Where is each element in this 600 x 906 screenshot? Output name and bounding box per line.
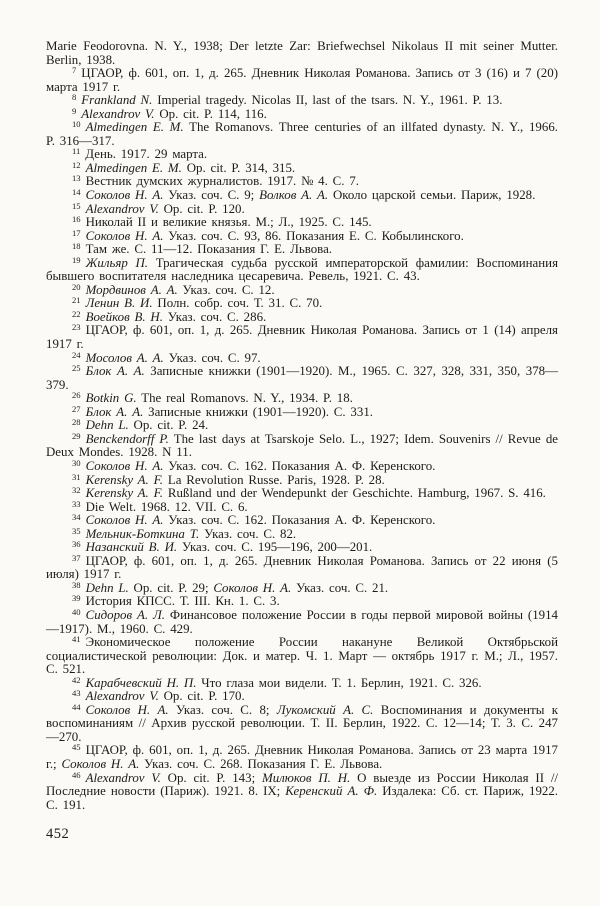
note-text-segment: Финансовое положение России в годы первой мировой войны (1914—1917). М., 1960. С. 429. (46, 607, 558, 636)
note-text-segment: Мордвинов А. А. (85, 282, 178, 297)
note-text-segment: История КПСС. Т. III. Кн. 1. С. 3. (85, 594, 280, 609)
note-46 (46, 769, 558, 813)
note-text-segment: Блок А. А. (85, 364, 145, 379)
note-25 (46, 365, 558, 392)
note-11 (46, 148, 558, 162)
note-42 (46, 674, 558, 691)
note-24 (46, 349, 558, 366)
note-number: 34 (72, 512, 81, 523)
note-41 (46, 636, 558, 677)
note-text-segment: Dehn L. (85, 418, 129, 433)
note-text-segment: Соколов Н. А. (85, 702, 169, 717)
note-number: 43 (72, 688, 81, 699)
note-text-segment: Botkin G. (85, 391, 137, 406)
note-16 (46, 216, 558, 230)
note-text-segment: Marie Feodorovna. N. Y., 1938; Der letzte Zar: Briefwechsel Nikolaus II mit seiner Mutter. Berlin, 1938. (46, 39, 558, 67)
note-text-segment: ЦГАОР, ф. 601, оп. 1, д. 265. Дневник Николая Романова. Запись от 22 июня (5 июля) 1917 г. (46, 553, 558, 582)
note-32 (46, 487, 558, 501)
note-text-segment: Назанский В. И. (85, 540, 178, 555)
note-35 (46, 525, 558, 542)
note-number: 38 (72, 579, 81, 590)
note-number: 20 (72, 281, 81, 292)
note-text-segment: Alexandrov V. (85, 689, 159, 704)
note-number: 39 (72, 593, 81, 604)
note-number: 11 (72, 146, 81, 157)
note-19 (46, 254, 558, 284)
note-text-segment: Op. cit. P. 29; (128, 580, 214, 595)
note-44 (46, 701, 558, 745)
note-text-segment: Указ. соч. С. 195—196, 200—201. (177, 540, 373, 555)
note-text-segment: Соколов Н. А. (85, 513, 164, 528)
note-number: 23 (72, 322, 81, 333)
note-number: 42 (72, 674, 81, 685)
note-text-segment: Almedingen E. M. (85, 160, 182, 175)
note-text-segment: Op. cit. P. 314, 315. (181, 160, 296, 175)
note-number: 15 (72, 200, 81, 211)
note-number: 10 (72, 119, 81, 130)
note-text-segment: Указ. соч. С. 21. (291, 580, 389, 595)
note-27 (46, 403, 558, 420)
note-number: 29 (72, 430, 81, 441)
note-number: 8 (72, 92, 77, 103)
notes-list (46, 40, 558, 812)
note-text-segment: The Romanovs. Three centuries of an illfated dynasty. N. Y., 1966. P. 316—317. (46, 120, 558, 148)
note-number: 22 (72, 308, 81, 319)
note-number: 7 (72, 65, 77, 76)
note-text-segment: Вестник думских журналистов. 1917. № 4. С. 7. (85, 174, 359, 189)
note-text-segment: Керенский А. Ф. (285, 784, 378, 799)
note-text-segment: Указ. соч. С. 162. Показания А. Ф. Керенского. (163, 458, 436, 473)
note-number: 41 (72, 634, 81, 645)
note-number: 45 (72, 742, 81, 753)
note-text-segment: Сидоров А. Л. (85, 607, 165, 622)
note-text-segment: Указ. соч. С. 286. (162, 309, 267, 324)
note-text-segment: Лукомский А. С. (276, 702, 374, 717)
note-text-segment: Мосолов А. А. (85, 350, 164, 365)
note-10 (46, 121, 558, 148)
note-20 (46, 281, 558, 298)
note-number: 28 (72, 417, 81, 428)
note-8 (46, 94, 558, 108)
note-22 (46, 308, 558, 325)
note-text-segment: Жильяр П. (85, 255, 149, 270)
note-text-segment: Alexandrov V. (85, 770, 161, 785)
note-number: 30 (72, 457, 81, 468)
note-text-segment: Benckendorff P. (85, 431, 169, 446)
note-23 (46, 324, 558, 351)
note-text-segment: Около царской семьи. Париж, 1928. (328, 188, 536, 203)
note-number: 19 (72, 254, 81, 265)
note-number: 40 (72, 606, 81, 617)
note-number: 24 (72, 349, 81, 360)
note-39 (46, 595, 558, 609)
note-number: 26 (72, 390, 81, 401)
note-text-segment: Записные книжки (1901—1920). М., 1965. С. 327, 328, 331, 350, 378—379. (46, 364, 558, 392)
note-text-segment: Kerensky A. F. (85, 472, 164, 487)
note-text-segment: Op. cit. P. 170. (158, 689, 245, 704)
note-number: 32 (72, 485, 81, 496)
book-page (46, 40, 558, 843)
note-text-segment: Rußland und der Wendepunkt der Geschichte. Hamburg, 1967. S. 416. (163, 486, 546, 501)
note-text-segment: Alexandrov V. (81, 106, 155, 121)
note-45 (46, 744, 558, 771)
note-14 (46, 189, 558, 203)
note-number: 9 (72, 105, 77, 116)
note-number: 31 (72, 471, 81, 482)
note-text-segment: Imperial tragedy. Nicolas II, last of the tsars. N. Y., 1961. P. 13. (152, 93, 503, 108)
note-text-segment: Указ. соч. С. 93, 86. Показания Е. С. Кобылинского. (163, 228, 464, 243)
note-text-segment: Almedingen E. M. (85, 120, 184, 135)
note-text-segment: Dehn L. (85, 580, 129, 595)
note-number: 21 (72, 295, 81, 306)
note-text-segment: Мельник-Боткина Т. (85, 526, 200, 541)
note-text-segment: Что глаза мои видели. Т. 1. Берлин, 1921. С. 326. (196, 675, 482, 690)
note-31 (46, 471, 558, 488)
note-43 (46, 690, 558, 704)
note-text-segment: Указ. соч. С. 97. (163, 350, 261, 365)
note-34 (46, 514, 558, 528)
note-17 (46, 227, 558, 244)
note-text-segment: Записные книжки (1901—1920). С. 331. (143, 404, 373, 419)
note-30 (46, 457, 558, 474)
note-text-segment: Блок А. А. (85, 404, 144, 419)
note-text-segment: Соколов Н. А. (85, 458, 164, 473)
note-text-segment: ЦГАОР, ф. 601, оп. 1, д. 265. Дневник Николая Романова. Запись от 1 (14) апреля 1917 г. (46, 323, 558, 352)
note-text-segment: Воспоминания и документы к воспоминаниям // Архив русской революции. Т. II. Берлин, 1922. С. 12—14; Т. 3. С. 247—270. (46, 702, 558, 744)
note-text-segment: Соколов Н. А. (85, 188, 164, 203)
note-text-segment: Op. cit. P. 114, 116. (154, 106, 267, 121)
note-26 (46, 392, 558, 406)
note-text-segment: Alexandrov V. (85, 201, 159, 216)
note-text-segment: Издалека: Сб. ст. Париж, 1922. С. 191. (46, 784, 558, 812)
note-text-segment: Соколов Н. А. (61, 756, 140, 771)
note-text-segment: Карабчевский Н. П. (85, 675, 197, 690)
note-text-segment: Соколов Н. А. (85, 228, 164, 243)
note-text-segment: Указ. соч. С. 268. Показания Г. Е. Львова. (139, 756, 383, 771)
note-text-segment: Там же. С. 11—12. Показания Г. Е. Львова. (85, 242, 333, 257)
note-number: 35 (72, 525, 81, 536)
note-text-segment: Экономическое положение России накануне Великой Октябрьской социалистической революции: Док. и матер. Ч. 1. Март — октябрь 1917 г. М.; Л., 1957. С. 521. (46, 635, 558, 677)
note-text-segment: La Revolution Russe. Paris, 1928. P. 28. (163, 472, 385, 487)
note-text-segment: Op. cit. P. 120. (158, 201, 245, 216)
page-number: 452 (46, 826, 70, 843)
note-38 (46, 579, 558, 596)
note-text-segment: Трагическая судьба русской императорской фамилии: Воспоминания бывшего воспитателя наследника цесаревича. Ревель, 1921. С. 43. (46, 255, 558, 284)
note-text-segment: Указ. соч. С. 162. Показания А. Ф. Керенского. (163, 513, 436, 528)
note-text-segment: Указ. соч. С. 9; (163, 188, 260, 203)
note-number: 25 (72, 363, 81, 374)
note-text-segment: Указ. соч. С. 82. (199, 526, 297, 541)
note-29 (46, 430, 558, 460)
note-text-segment: The last days at Tsarskoje Selo. L., 1927; Idem. Souvenirs // Revue de Deux Mondes. 1928. N 11. (46, 431, 558, 460)
note-text-segment: День. 1917. 29 марта. (85, 147, 208, 162)
note-text-segment: ЦГАОР, ф. 601, оп. 1, д. 265. Дневник Николая Романова. Запись от 23 марта 1917 г.; (46, 743, 558, 771)
note-text-segment: Frankland N. (81, 93, 153, 108)
note-number: 37 (72, 552, 81, 563)
note-number: 36 (72, 539, 81, 550)
note-7 (46, 67, 558, 94)
note-40 (46, 606, 558, 636)
note-number: 27 (72, 403, 81, 414)
note-text-segment: Ленин В. И. (85, 296, 153, 311)
note-text-segment: Op. cit. P. 143; (160, 770, 262, 785)
note-text-segment: О выезде из России Николая II // Последние новости (Париж). 1921. 8. IX; (46, 770, 558, 799)
note-text-segment: Die Welt. 1968. 12. VII. С. 6. (85, 499, 248, 514)
note-12 (46, 159, 558, 176)
note-number: 13 (72, 173, 81, 184)
note-28 (46, 419, 558, 433)
note-text-segment: Указ. соч. С. 12. (177, 282, 275, 297)
note-text-segment: Полн. собр. соч. Т. 31. С. 70. (152, 296, 323, 311)
note-9 (46, 105, 558, 122)
note-text-segment: Op. cit. P. 24. (128, 418, 209, 433)
note-18 (46, 243, 558, 257)
note-13 (46, 175, 558, 189)
note-15 (46, 200, 558, 217)
note-number: 44 (72, 701, 81, 712)
note-text-segment: Николай II и великие князья. М.; Л., 1925. С. 145. (85, 215, 372, 230)
note-text-segment: The real Romanovs. N. Y., 1934. P. 18. (136, 391, 353, 406)
note-number: 18 (72, 241, 81, 252)
note-text-segment: ЦГАОР, ф. 601, оп. 1, д. 265. Дневник Николая Романова. Запись от 3 (16) и 7 (20) марта 1917 г. (46, 66, 558, 94)
note-text-segment: Kerensky A. F. (85, 486, 164, 501)
note-number: 16 (72, 214, 81, 225)
note-36 (46, 541, 558, 555)
note-number: 33 (72, 498, 81, 509)
note-number: 12 (72, 159, 81, 170)
note-number: 17 (72, 227, 81, 238)
note-text-segment: Волков А. А. (259, 188, 329, 203)
note-37 (46, 552, 558, 582)
note-text-segment: Воейков В. Н. (85, 309, 163, 324)
note-21 (46, 297, 558, 311)
note-number: 46 (72, 769, 81, 780)
note-continuation (46, 40, 558, 67)
note-number: 14 (72, 187, 81, 198)
note-text-segment: Указ. соч. С. 8; (168, 702, 277, 717)
note-33 (46, 498, 558, 515)
note-text-segment: Милюков П. Н. (262, 770, 351, 785)
note-text-segment: Соколов Н. А. (213, 580, 292, 595)
